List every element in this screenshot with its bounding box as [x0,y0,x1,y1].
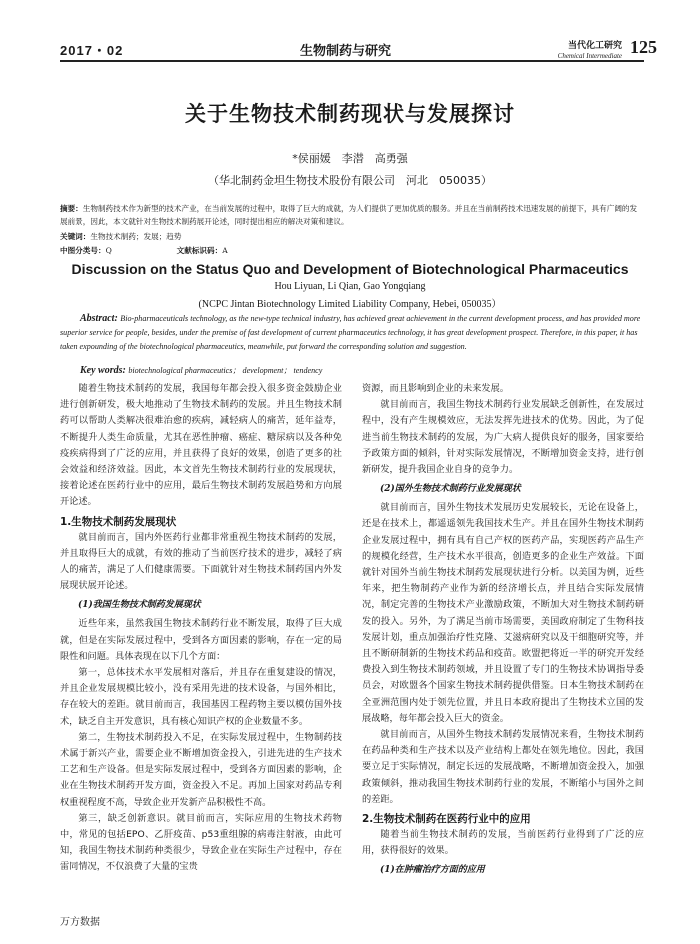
paragraph: 随着当前生物技术制药的发展，当前医药行业得到了广泛的应用，获得很好的效果。 [362,829,644,857]
body-column-left [60,381,342,876]
journal-name-zh: 当代化工研究 [567,41,622,51]
paragraph: 第二，生物技术制药投入不足，在实际发展过程中，生物制药技术属于新兴产业，需要企业不断增加资金投入，引进先进的生产技术工艺和生产设备。但是实际发展过程中，受到各方面因素的影响，企业在生物技术制药开发方面，资金投入不足。再加上国家对药品专利权重视程度不高，导致企业开发新产品积极性不高。 [60,731,342,808]
doc-code-label: 文献标识码： [176,246,223,255]
subsection-heading: (1)在肿瘤治疗方面的应用 [380,865,485,876]
abstract-text: 生物制药技术作为新型的技术产业，在当前发展的过程中，取得了巨大的成就，为人们提供了更加优质的服务。并且在当前制药技术迅速发展的前提下，具有广阔的发展前景，因此，本文就针对生物技术制药展开论述，同时提出相应的解决对策和建议。 [60,204,638,226]
english-title: Discussion on the Status Quo and Development of Biotechnological Pharmaceutics [71,261,629,277]
english-abstract-text: Bio-pharmaceuticals technology, as the new-type technical industry, has achieved great achievement in the current development process, and has provided more superior service for people, besides, under the premise of fast development of current pharmaceutics technology, it has great development prospect. Therefore, in this paper, it has taken expounding of the biotechnological pharmaceutics, meanwhile, put forward the corresponding solution and suggestion. [60,314,641,351]
abstract-zh [60,202,644,228]
keywords-zh [60,230,644,243]
journal-brand [536,38,622,60]
clc-value: Q [105,246,112,255]
article-title: 关于生物技术制药现状与发展探讨 [185,102,515,126]
body-column-right [362,381,644,881]
article-authors: *侯丽媛 李潜 高勇强 [292,152,408,165]
paragraph: 近些年来，虽然我国生物技术制药行业不断发展，取得了巨大成就，但是在实际发展过程中，受到各方面因素的影响，存在一定的局限性和问题。具体表现在以下几个方面： [60,618,342,662]
english-abstract: Abstract: Bio-pharmaceuticals technology, as the new-type technical industry, has achieved great achievement in the current development process, and has provided more superior service for people, besides, under the premise of fast development of current pharmaceutics technology, it has great development prospect. Therefore, in this paper, it has taken expounding of the biotechnological pharmaceutics, meanwhile, put forward the corresponding solution and suggestion. [60,313,641,351]
english-affiliation: (NCPC Jintan Biotechnology Limited Liability Company, Hebei, 050035） [198,299,502,310]
paragraph: 就目前而言，国外生物技术发展历史发展较长，无论在设备上，还是在技术上，都遥遥领先我国技术生产。并且在国外生物技术制药企业发展过程中，拥有具有自己产权的医药产品，实现医药产品生产的规模化经营，生产技术水平很高，创造更多的企业生产效益。下面就针对国外当前生物技术制药发展现状进行分析。以美国为例，近些年来，把生物制药产业作为新的经济增长点，并且结合实际发展情况，制定完善的生物技术产业激励政策，不断加大对生物技术制药研发的投入。另外，为了满足当前市场需要，美国政府制定了生物科技发展计划，重点加强治疗性克隆、艾滋病研究以及干细胞研究等，并且不断研制新的生物技术药品和疫苗。欧盟把将近一半的研究开发经费投入到生物技术制药领域，并且设置了专门的生物技术协调指导委员会，对欧盟各个国家生物技术制药提供借鉴。日本生物技术制药在全亚洲范围内处于领先位置，并且日本政府提出了生物技术立国的发展战略，每年都会投入巨大的资金。 [362,502,644,724]
paragraph: 第一，总体技术水平发展相对落后，并且存在重复建设的情况，并且企业发展规模比较小，没有采用先进的技术设备，与国外相比，存在较大的差距。就目前而言，我国基因工程药物主要以模仿国外技术，缺乏自主开发意识，具有核心知识产权的企业数量不多。 [60,667,342,727]
article-affiliation: （华北制药金坦生物技术股份有限公司 河北 050035） [208,174,492,187]
english-keywords-text: biotechnological pharmaceutics； development； tendency [128,366,323,375]
paragraph: 第三，缺乏创新意识。就目前而言，实际应用的生物技术药物中，常见的包括EPO、乙肝疫苗、p53重组腺的病毒注射液，由此可知，我国生物技术制药种类很少，导致企业在实际生产过程中，存在雷同情况，不仅浪费了大量的宝贵 [60,812,342,873]
section-name: 生物制药与研究 [300,44,392,59]
doc-code-value: A [222,246,228,255]
paragraph: 资源，而且影响到企业的未来发展。 [362,383,509,394]
journal-name-en: Chemical Intermediate [557,52,622,60]
page-number: 125 [630,37,657,57]
english-authors: Hou Liyuan, Li Qian, Gao Yongqiang [274,281,426,292]
keywords-label: 关键词： [60,232,91,241]
paragraph: 就目前而言，从国外生物技术制药发展情况来看，生物技术制药在药品种类和生产技术以及产业结构上都处在领先地位。因此，我国要立足于实际情况，制定长远的发展战略，不断增加资金投入，加强政策倾斜，推动我国生物技术制药行业的发展，不断缩小与国外之间的差距。 [362,729,644,805]
paragraph: 就目前而言，我国生物技术制药行业发展缺乏创新性，在发展过程中，没有产生规模效应，无法发挥先进技术的优势。因此，为了促进当前生物技术制药的发展，为广大病人提供良好的服务，国家要给予政策方面的倾斜，针对实际发展情况，不断增加资金支持，进行创新研发，提升我国企业自身的竞争力。 [362,399,644,476]
clc-label: 中图分类号： [60,246,106,255]
subsection-heading: (2)国外生物技术制药行业发展现状 [380,484,521,495]
classification-line [60,244,644,257]
header-divider [60,60,644,62]
issue-number: 2017・02 [60,43,124,58]
section-heading: 1.生物技术制药发展现状 [60,515,177,528]
section-heading: 2.生物技术制药在医药行业中的应用 [362,813,531,826]
abstract-label: 摘要： [60,204,83,213]
english-abstract-label: Abstract [80,313,115,324]
footer-source: 万方数据 [60,917,100,928]
paragraph: 就目前而言，国内外医药行业都非常重视生物技术制药的发展，并且取得巨大的成就，有效的推动了当前医疗技术的进步，减轻了病人的痛苦，满足了人们健康需要。下面就针对生物技术制药国内外发展现状展开论述。 [60,531,342,592]
english-keywords-label: Key words [80,365,123,376]
subsection-heading: (1)我国生物技术制药发展现状 [78,600,201,611]
paragraph: 随着生物技术制药的发展，我国每年都会投入很多资金鼓励企业进行创新研发，极大地推动了生物技术制药的发展。并且生物技术制药可以帮助人类解决很难治愈的疾病，减轻病人的痛苦，延年益寿，不断提升人类生命质量，尤其在恶性肿瘤、癌症、糖尿病以及各种免疫疾病得到了广泛的应用，并且获得了良好的效果，创造了更多的社会效益和经济效益。因此，本文首先生物技术制药行业的发展现状，接着论述在医药行业中的应用，最后生物技术制药发展趋势和方向展开论述。 [60,383,342,508]
english-keywords: Key words: biotechnological pharmaceutics； development； tendency [80,365,323,376]
keywords-text: 生物技术制药；发展；趋势 [90,232,182,241]
